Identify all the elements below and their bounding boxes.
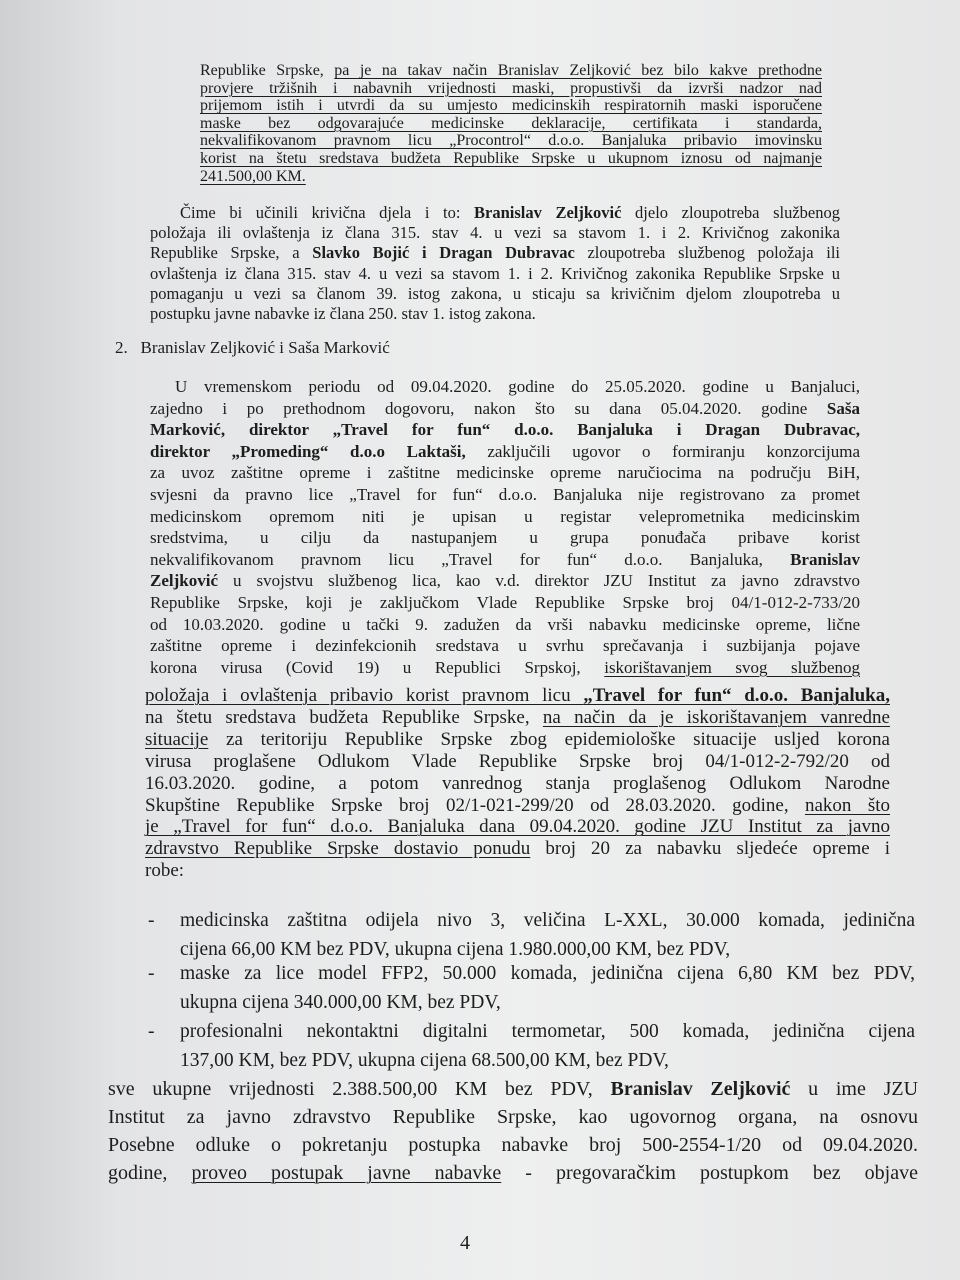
closing-line: sve ukupne vrijednosti 2.388.500,00 KM bez PDV, Branislav Zeljković u ime JZU: [108, 1078, 919, 1100]
body-line: robe:: [145, 860, 185, 882]
first-paragraph-line: Republike Srpske, pa je na takav način Branislav Zeljković bez bilo kakve prethodne: [200, 62, 822, 79]
body-line: položaja i ovlaštenja pribavio korist pravnom licu „Travel for fun“ d.o.o. Banjaluka,: [145, 685, 890, 706]
body-line: Marković, direktor „Travel for fun“ d.o.o. Banjaluka i Dragan Dubravac,: [150, 420, 860, 440]
body-line: je „Travel for fun“ d.o.o. Banjaluka dana 09.04.2020. godine JZU Institut za javno: [145, 816, 890, 838]
bullet-line: profesionalni nekontaktni digitalni termometar, 500 komada, jedinična cijena: [180, 1021, 915, 1042]
first-paragraph-line: korist na štetu sredstava budžeta Republike Srpske u ukupnom iznosu od najmanje: [200, 149, 822, 167]
closing-line: Posebne odluke o pokretanju postupka nabavke broj 500-2554-1/20 od 09.04.2020.: [108, 1134, 918, 1156]
body-line: na štetu sredstava budžeta Republike Srpske, na način da je iskorištavanjem vanredne: [145, 706, 890, 728]
charges-line: položaja ili ovlaštenja iz člana 315. stav 4. u vezi sa stavom 1. i 2. Krivičnog zakonika: [150, 223, 840, 243]
charges-line: ovlaštenja iz člana 315. stav 4. u vezi sa stavom 1. i 2. Krivičnog zakonika Republike Srpske u: [150, 263, 840, 283]
section-heading: 2. Branislav Zeljković i Saša Marković: [115, 338, 390, 357]
body-line: medicinskom opremom niti je upisan u registar veleprometnika medicinskim: [150, 506, 860, 526]
body-line: Republike Srpske, koji je zaključkom Vlade Republike Srpske broj 04/1-012-2-733/20: [150, 592, 860, 612]
section-body-part-2: [145, 685, 890, 882]
body-line: sredstvima, u cilju da nastupanjem u grupa ponuđača pribave korist: [150, 528, 860, 548]
first-paragraph-line: nekvalifikovanom pravnom licu „Procontrol“ d.o.o. Banjaluka pribavio imovinsku: [200, 132, 822, 150]
body-line: nekvalifikovanom pravnom licu „Travel for fun“ d.o.o. Banjaluka, Branislav: [150, 549, 860, 569]
body-line: zajedno i po prethodnom dogovoru, nakon što su dana 05.04.2020. godine Saša: [150, 398, 860, 418]
charges-line: pomaganju u vezi sa članom 39. istog zakona, u sticaju sa krivičnim djelom zloupotreba u: [150, 283, 840, 303]
bullet-line: ukupna cijena 340.000,00 KM, bez PDV,: [180, 991, 501, 1013]
charges-paragraph: [150, 203, 840, 324]
body-line: Zeljković u svojstvu službenog lica, kao v.d. direktor JZU Institut za javno zdravstvo: [150, 571, 860, 591]
first-paragraph: [200, 62, 822, 185]
bullet-item: [118, 960, 915, 1018]
bullet-item: [118, 907, 915, 965]
body-line: virusa proglašene Odlukom Vlade Republike Srpske broj 04/1-012-2-792/20 od: [145, 750, 890, 772]
bullet-dash: -: [148, 963, 155, 984]
body-line: korona virusa (Covid 19) u Republici Srpskoj, iskorištavanjem svog službenog: [150, 657, 860, 677]
bullet-item: [118, 1018, 915, 1076]
section-body-part-1: [150, 376, 860, 678]
first-paragraph-line: provjere tržišnih i nabavnih vrijednosti maski, propustivši da izvrši nadzor nad: [200, 79, 822, 97]
closing-paragraph: [108, 1075, 918, 1187]
charges-line: Čime bi učinili krivična djela i to: Branislav Zeljković djelo zloupotreba službenog: [180, 203, 841, 222]
charges-line: Republike Srpske, a Slavko Bojić i Dragan Dubravac zloupotreba službenog položaja ili: [150, 243, 840, 263]
closing-line: Institut za javno zdravstvo Republike Srpske, kao ugovornog organa, na osnovu: [108, 1106, 918, 1128]
body-line: zdravstvo Republike Srpske dostavio ponudu broj 20 za nabavku sljedeće opreme i: [145, 838, 890, 860]
body-line: zaštitne opreme i dezinfekcionih sredstava u svrhu sprečavanja i suzbijanja pojave: [150, 636, 860, 656]
first-paragraph-line: prijemom istih i utvrdi da su umjesto medicinskih respiratornih maski isporučene: [200, 97, 822, 115]
bullet-dash: -: [148, 910, 155, 931]
body-line: direktor „Promeding“ d.o.o Laktaši, zaključili ugovor o formiranju konzorcijuma: [150, 441, 860, 461]
charges-line: postupku javne nabavke iz člana 250. stav 1. istog zakona.: [150, 304, 536, 324]
bullet-line: medicinska zaštitna odijela nivo 3, veličina L-XXL, 30.000 komada, jedinična: [180, 910, 915, 931]
bullet-dash: -: [148, 1021, 155, 1042]
body-line: situacije za teritoriju Republike Srpske zbog epidemiološke situacije usljed korona: [145, 728, 890, 750]
first-paragraph-line: maske bez odgovarajuće medicinske deklaracije, certifikata i standarda,: [200, 114, 822, 132]
bullet-line: cijena 66,00 KM bez PDV, ukupna cijena 1.980.000,00 KM, bez PDV,: [180, 938, 731, 960]
closing-line: godine, proveo postupak javne nabavke - pregovaračkim postupkom bez objave: [108, 1162, 918, 1184]
page-number: 4: [460, 1232, 470, 1254]
bullet-line: 137,00 KM, bez PDV, ukupna cijena 68.500,00 KM, bez PDV,: [180, 1049, 669, 1071]
body-line: za uvoz zaštitne opreme i zaštitne medicinske opreme naručiocima na području BiH,: [150, 463, 860, 483]
body-line: svjesni da pravno lice „Travel for fun“ d.o.o. Banjaluka nije registrovano za promet: [150, 484, 860, 504]
first-paragraph-line: 241.500,00 KM.: [200, 167, 306, 185]
body-line: U vremenskom periodu od 09.04.2020. godine do 25.05.2020. godine u Banjaluci,: [175, 377, 860, 396]
body-line: Skupštine Republike Srpske broj 02/1-021-299/20 od 28.03.2020. godine, nakon što: [145, 794, 890, 816]
body-line: 16.03.2020. godine, a potom vanrednog stanja proglašenog Odlukom Narodne: [145, 772, 890, 794]
body-line: od 10.03.2020. godine u tački 9. zadužen da vrši nabavku medicinske opreme, lične: [150, 614, 860, 634]
bullet-line: maske za lice model FFP2, 50.000 komada, jedinična cijena 6,80 KM bez PDV,: [180, 963, 915, 984]
